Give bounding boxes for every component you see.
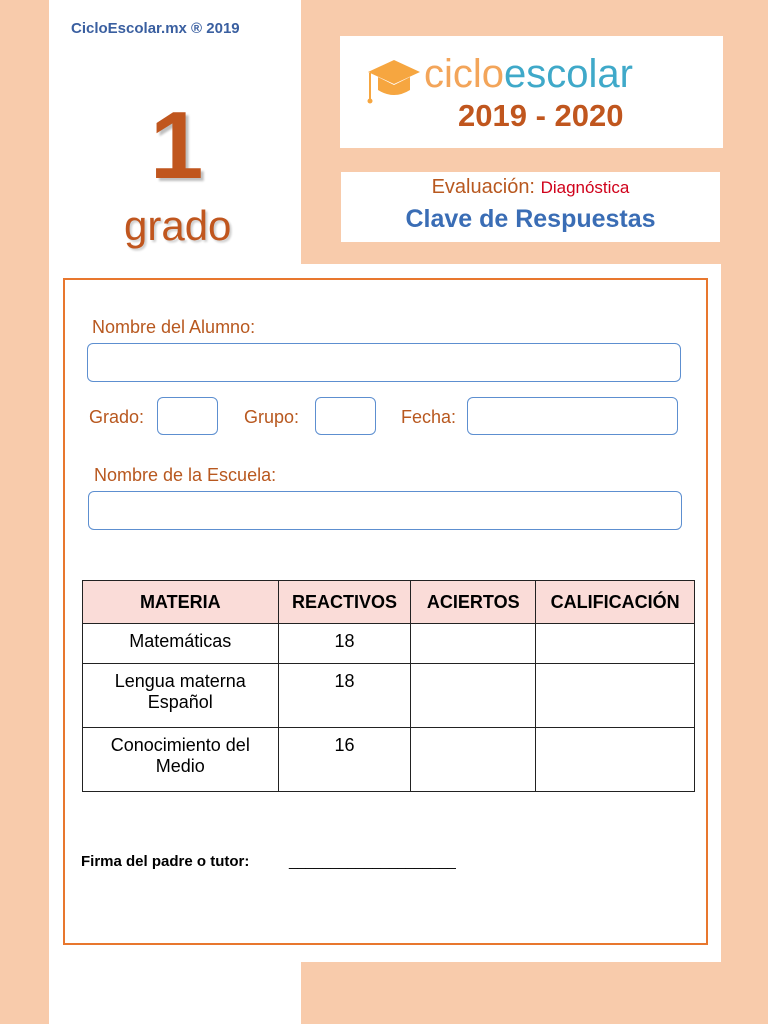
cell-materia: Matemáticas (83, 624, 279, 664)
cell-aciertos[interactable] (411, 728, 536, 792)
logo-wordmark: cicloescolar (424, 52, 633, 96)
cell-aciertos[interactable] (411, 664, 536, 728)
table-row (83, 664, 695, 728)
grade-field[interactable] (157, 397, 218, 435)
cell-calificacion[interactable] (536, 624, 695, 664)
table-row (83, 728, 695, 792)
cell-calificacion[interactable] (536, 728, 695, 792)
cell-aciertos[interactable] (411, 624, 536, 664)
site-credit: CicloEscolar.mx ® 2019 (71, 20, 240, 37)
header-calificacion: CALIFICACIÓN (536, 581, 695, 624)
grade-word: grado (124, 202, 232, 249)
evaluation-label: Evaluación: Diagnóstica (431, 176, 630, 198)
table-row (83, 624, 695, 664)
grade-label: Grado: (89, 407, 145, 427)
cell-materia: Lengua materna Español (83, 664, 279, 728)
header-aciertos: ACIERTOS (411, 581, 536, 624)
grades-table (82, 580, 695, 792)
school-name-field[interactable] (88, 491, 682, 530)
group-field[interactable] (315, 397, 376, 435)
student-name-field[interactable] (87, 343, 681, 382)
signature-label: Firma del padre o tutor: (81, 853, 250, 870)
cell-reactivos: 18 (278, 624, 411, 664)
header-reactivos: REACTIVOS (278, 581, 411, 624)
cell-materia: Conocimiento del Medio (83, 728, 279, 792)
cell-calificacion[interactable] (536, 664, 695, 728)
group-label: Grupo: (244, 407, 300, 427)
signature-line[interactable]: ____________________ (289, 853, 456, 870)
table-header-row (83, 581, 695, 624)
date-field[interactable] (467, 397, 678, 435)
cell-reactivos: 16 (278, 728, 411, 792)
evaluation-box (341, 172, 720, 242)
grade-number: 1 (150, 92, 204, 199)
header-materia: MATERIA (83, 581, 279, 624)
date-label: Fecha: (401, 407, 457, 427)
evaluation-type: Diagnóstica (540, 178, 630, 197)
school-name-label: Nombre de la Escuela: (94, 465, 277, 485)
evaluation-subtitle: Clave de Respuestas (405, 205, 656, 233)
cell-reactivos: 18 (278, 664, 411, 728)
school-year: 2019 - 2020 (458, 98, 624, 133)
graduation-cap-icon (366, 56, 422, 113)
student-name-label: Nombre del Alumno: (92, 317, 256, 337)
logo-box (340, 36, 723, 148)
